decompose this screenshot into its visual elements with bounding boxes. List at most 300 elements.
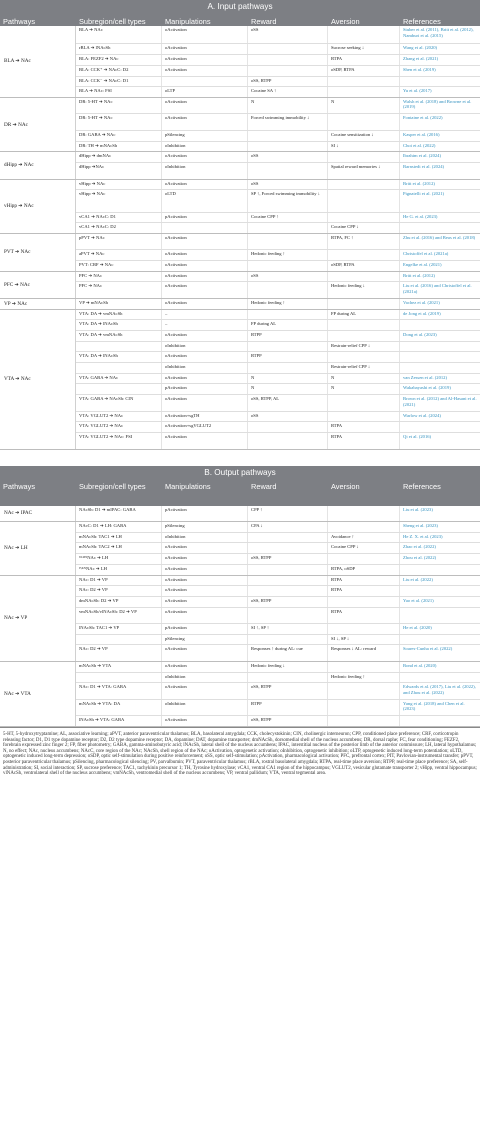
manipulation-cell: oLTD [162, 190, 248, 211]
reference-cell[interactable]: Edwards et al. (2017), Liu et al. (2022), and Zhou et al. (2022) [403, 684, 476, 695]
reward-cell: CPP ↑ [248, 506, 328, 522]
subregion-cell: dmNAcSh: D2 ➔ VP [76, 597, 162, 607]
table-row [76, 624, 480, 635]
table-row [76, 299, 480, 309]
subregion-cell: ᴿᴸᴹᴺNAc ➔ LH [76, 554, 162, 564]
reference-cell [400, 565, 480, 575]
reward-cell: N [248, 98, 328, 114]
subregion-cell: DR: TH ➔ mNAcSh [76, 142, 162, 152]
reference-cell [400, 352, 480, 362]
manipulation-cell: oActivation [162, 608, 248, 624]
reward-cell [248, 363, 328, 373]
reference-cell[interactable]: Zhu et al. (2016) and Beas et al. (2018) [403, 234, 476, 240]
table-row [76, 700, 480, 717]
aversion-cell: Cocaine CPP ↓ [328, 543, 400, 553]
manipulation-cell: oLTP [162, 87, 248, 97]
subregion-cell: lNAcSh: TAC1 ➔ VP [76, 624, 162, 634]
reference-cell[interactable]: Liu et al. (2022) [403, 576, 433, 582]
subregion-cell: BLA ➔ NAc [76, 26, 162, 43]
pathway-group [0, 506, 480, 523]
reward-cell: Forced swimming immobility ↓ [248, 114, 328, 130]
aversion-cell: Spatial reward memories ↓ [328, 163, 400, 179]
header-aversion: Aversion [331, 481, 360, 491]
manipulation-cell: oActivation [162, 597, 248, 607]
manipulation-cell: oActivation [162, 114, 248, 130]
subregion-cell: pPVT ➔ NAc [76, 234, 162, 250]
pathway-label: PFC ➔ NAc [0, 272, 76, 298]
aversion-cell [328, 331, 400, 341]
subregion-cell: NAc: D1 ➔ VP [76, 576, 162, 586]
aversion-cell: N [328, 384, 400, 394]
reference-cell[interactable]: Vachez et al. (2021) [403, 299, 440, 305]
subregion-cell: NAc: D2 ➔ VP [76, 586, 162, 596]
aversion-cell [328, 412, 400, 422]
manipulation-cell: oActivation [162, 683, 248, 699]
table-row [76, 261, 480, 271]
reference-cell[interactable]: Dong et al. (2023) [403, 332, 437, 338]
aversion-cell: Restrain-relief CPP ↓ [328, 342, 400, 352]
reward-cell: Cocaine CPP ↑ [248, 213, 328, 223]
pathway-label: NAc ➔ LH [0, 522, 76, 574]
manipulation-cell: pActivation [162, 213, 248, 223]
aversion-cell [328, 213, 400, 223]
pathway-label: NAc ➔ VTA [0, 662, 76, 726]
reward-cell [248, 131, 328, 141]
reward-cell: oSS, RTPP [248, 77, 328, 87]
aversion-cell: N [328, 98, 400, 114]
aversion-cell: Avoidance ↑ [328, 533, 400, 543]
table-row [76, 586, 480, 597]
reference-cell[interactable]: Soares-Cunha et al. (2022) [403, 646, 453, 652]
header-pathways: Pathways [3, 17, 36, 26]
reward-cell: oSS, RTPP [248, 683, 328, 699]
table-row [76, 142, 480, 152]
subregion-cell: dHipp ➔ dmNAc [76, 152, 162, 162]
pathway-group [0, 180, 480, 234]
manipulation-cell: pActivation [162, 624, 248, 634]
manipulation-cell: oActivation [162, 374, 248, 384]
pathway-group [0, 310, 480, 450]
table-row [76, 77, 480, 88]
subregion-cell: VTA: DA ➔ vmNAcSh [76, 310, 162, 320]
subregion-cell [76, 635, 162, 645]
manipulation-cell: oInhibition [162, 533, 248, 543]
manipulation-cell: oActivation [162, 234, 248, 250]
aversion-cell: RTPA [328, 433, 400, 449]
aversion-cell [328, 716, 400, 726]
subregion-cell: VTA: DA ➔ vmNAcSh [76, 331, 162, 341]
reward-cell: Hedonic feeding ↓ [248, 662, 328, 672]
subregion-cell: rBLA ➔ lNAcSh [76, 44, 162, 54]
manipulation-cell: oActivation [162, 261, 248, 271]
manipulation-cell: oInhibition [162, 342, 248, 352]
aversion-cell [328, 250, 400, 260]
subregion-cell: vmNAcSh/vlNAcSh: D2 ➔ VP [76, 608, 162, 624]
subregion-cell: dHipp ➔NAc [76, 163, 162, 179]
header-aversion: Aversion [331, 17, 360, 26]
manipulation-cell: oActivation [162, 662, 248, 672]
reward-cell [248, 565, 328, 575]
manipulation-cell: oActivation [162, 586, 248, 596]
reward-cell: oSS [248, 412, 328, 422]
reference-cell[interactable]: Kasper et al. (2016) [403, 131, 440, 137]
aversion-cell: RTPA, FC ↑ [328, 234, 400, 250]
reward-cell: Hedonic feeding ↑ [248, 250, 328, 260]
table-row [76, 152, 480, 163]
subregion-cell: mNAcSh: TAC2 ➔ LH [76, 543, 162, 553]
manipulation-cell [162, 223, 248, 233]
pathway-group [0, 152, 480, 179]
table-row [76, 55, 480, 66]
subregion-cell: vHipp ➔ NAc [76, 180, 162, 190]
table-row [76, 131, 480, 142]
reference-cell[interactable]: Brown et al. (2012) and Al-Hasani et al. (2021) [403, 396, 477, 407]
reference-cell[interactable]: Walsh et al. (2018) and Browne et al. (2019) [403, 98, 472, 110]
reference-cell[interactable]: Fontaine et al. (2022) [403, 115, 443, 121]
manipulation-cell: oActivation+sgVGLUT2 [162, 422, 248, 432]
table-a-body [0, 26, 480, 450]
reference-cell[interactable]: He G. et al. (2023) [403, 213, 438, 219]
table-row [76, 44, 480, 55]
manipulation-cell: oActivation [162, 299, 248, 309]
aversion-cell: Responses ↓ AL: reward [328, 645, 400, 661]
table-b-header [0, 480, 480, 506]
subregion-cell: vCA1 ➔ NAcC: D1 [76, 213, 162, 223]
aversion-cell [328, 272, 400, 282]
reward-cell [248, 66, 328, 76]
pathway-group [0, 234, 480, 272]
pathway-label: PVT ➔ NAc [0, 234, 76, 271]
reference-cell[interactable]: He Z. X. et al. (2023) [403, 533, 443, 539]
reference-cell[interactable]: Bond et al. (2020) [403, 663, 437, 668]
pathway-label: VTA ➔ NAc [0, 310, 76, 449]
manipulation-cell: oActivation [162, 250, 248, 260]
reference-cell[interactable]: Shen et al. (2019) [403, 66, 436, 72]
aversion-cell: N [328, 374, 400, 384]
table-row [76, 163, 480, 179]
manipulation-cell: oActivation [162, 395, 248, 411]
header-references: References [403, 481, 441, 491]
manipulation-cell: oInhibition [162, 673, 248, 683]
reference-cell[interactable]: Yao et al. (2021) [403, 597, 434, 603]
reward-cell: N [248, 384, 328, 394]
pathway-group [0, 26, 480, 98]
aversion-cell [328, 114, 400, 130]
aversion-cell [328, 26, 400, 43]
aversion-cell: RTPA [328, 586, 400, 596]
manipulation-cell: oActivation [162, 180, 248, 190]
table-row [76, 645, 480, 661]
pathway-group [0, 299, 480, 310]
reference-cell[interactable]: Stuber et al. (2011), Britt et al. (2012), Namburi et al. (2015) [403, 27, 474, 38]
reference-cell [400, 363, 480, 373]
reference-cell[interactable]: de Jong et al. (2019) [403, 310, 441, 316]
table-row [76, 522, 480, 533]
reference-cell [400, 608, 480, 624]
manipulation-cell: – [162, 320, 248, 330]
manipulation-cell: oActivation [162, 66, 248, 76]
manipulation-cell: oActivation [162, 352, 248, 362]
pathway-group [0, 98, 480, 152]
reward-cell [248, 673, 328, 683]
manipulation-cell: oInhibition [162, 163, 248, 179]
subregion-cell: DR: 5-HT ➔ NAc [76, 114, 162, 130]
aversion-cell [328, 554, 400, 564]
subregion-cell: vCA1 ➔ NAcC: D2 [76, 223, 162, 233]
reward-cell [248, 282, 328, 298]
table-row [76, 250, 480, 261]
subregion-cell: VP ➔ mNAcSh [76, 299, 162, 309]
table-row [76, 543, 480, 554]
aversion-cell: RTPA [328, 608, 400, 624]
subregion-cell [76, 384, 162, 394]
reference-cell[interactable]: Barnstedt et al. (2024) [403, 163, 445, 169]
reward-cell [248, 55, 328, 65]
manipulation-cell: oActivation [162, 55, 248, 65]
subregion-cell: PFC ➔ NAc [76, 282, 162, 298]
aversion-cell: Hedonic feeding ↓ [328, 282, 400, 298]
subregion-cell: VTA: VGLUT2 ➔ NAc: FSI [76, 433, 162, 449]
table-row [76, 190, 480, 212]
manipulation-cell: – [162, 310, 248, 320]
reward-cell [248, 142, 328, 152]
manipulation-cell: oActivation [162, 576, 248, 586]
pathway-label: VP ➔ NAc [0, 299, 76, 309]
subregion-cell: VTA: GABA ➔ NAc [76, 374, 162, 384]
reward-cell: SP ↑, Forced swimming immobility ↓ [248, 190, 328, 211]
reward-cell [248, 342, 328, 352]
manipulation-cell: oActivation [162, 331, 248, 341]
subregion-cell: DR: GABA ➔ NAc [76, 131, 162, 141]
reference-cell[interactable]: Liu et al. (2016) and Christoffel et al. (2021a) [403, 283, 472, 295]
reward-cell: oSS [248, 152, 328, 162]
reference-cell[interactable]: Wang et al. (2020) [403, 45, 438, 51]
table-row [76, 234, 480, 251]
aversion-cell [328, 662, 400, 672]
reference-cell[interactable]: Engelke et al. (2021) [403, 262, 442, 268]
aversion-cell [328, 352, 400, 362]
manipulation-cell: pSilencing [162, 522, 248, 532]
manipulation-cell: oActivation [162, 645, 248, 661]
manipulation-cell: oActivation [162, 433, 248, 449]
reward-cell [248, 608, 328, 624]
reward-cell: Cocaine SA ↑ [248, 87, 328, 97]
table-row [76, 422, 480, 433]
table-b-body [0, 506, 480, 728]
manipulation-cell: oActivation [162, 26, 248, 43]
reference-cell[interactable]: Pignatelli et al. (2021) [403, 191, 445, 197]
reward-cell: RTPP [248, 352, 328, 362]
table-b-title: B. Output pathways [0, 466, 480, 480]
reference-cell[interactable]: Yu et al. (2017) [403, 88, 432, 94]
table-row [76, 363, 480, 374]
table-row [76, 310, 480, 321]
reference-cell[interactable]: Ibrahim et al. (2024) [403, 153, 442, 159]
aversion-cell: RTPA [328, 576, 400, 586]
aversion-cell [328, 77, 400, 87]
manipulation-cell: pActivation [162, 506, 248, 522]
aversion-cell [328, 506, 400, 522]
reference-cell[interactable]: Liu et al. (2023) [403, 506, 433, 512]
header-manipulations: Manipulations [165, 481, 211, 491]
table-row [76, 576, 480, 587]
reward-cell: FP during AL [248, 320, 328, 330]
subregion-cell: BLA: FEZF2 ➔ NAc [76, 55, 162, 65]
table-row [76, 180, 480, 191]
subregion-cell: VTA: DA ➔ lNAcSh [76, 320, 162, 330]
table-a-header [0, 14, 480, 26]
subregion-cell: BLA ➔ NAc: FSI [76, 87, 162, 97]
manipulation-cell: oActivation [162, 543, 248, 553]
header-manipulations: Manipulations [165, 17, 211, 26]
reference-cell[interactable]: van Zessen et al. (2012) [403, 374, 448, 380]
manipulation-cell: oActivation [162, 565, 248, 575]
manipulation-cell: oInhibition [162, 700, 248, 716]
pathway-label: vHipp ➔ NAc [0, 180, 76, 233]
table-row [76, 26, 480, 44]
reference-cell [400, 586, 480, 596]
subregion-cell: NAc: D2 ➔ VP [76, 645, 162, 661]
aversion-cell: RTPA [328, 55, 400, 65]
aversion-cell: oSDP, RTPA [328, 66, 400, 76]
aversion-cell: SI ↓, SP ↓ [328, 635, 400, 645]
table-row [76, 433, 480, 449]
reward-cell [248, 261, 328, 271]
reward-cell: oSS, RTPP [248, 716, 328, 726]
table-row [76, 412, 480, 423]
reference-cell[interactable]: Zhou et al. (2022) [403, 555, 437, 561]
subregion-cell: ᴾᵞᴷᴺNAc ➔ LH [76, 565, 162, 575]
manipulation-cell [162, 77, 248, 87]
aversion-cell [328, 87, 400, 97]
aversion-cell [328, 320, 400, 330]
subregion-cell: BLA: CCK⁻ ➔ NAcC: D1 [76, 77, 162, 87]
reward-cell [248, 163, 328, 179]
manipulation-cell: pSilencing [162, 131, 248, 141]
reference-cell[interactable]: Yang et al. (2018) and Chen et al. (2023) [403, 700, 465, 712]
aversion-cell: SI ↓ [328, 142, 400, 152]
aversion-cell: RTPA, oSDP [328, 565, 400, 575]
reward-cell: Hedonic feeding ↑ [248, 299, 328, 309]
reward-cell [248, 310, 328, 320]
manipulation-cell: pSilencing [162, 635, 248, 645]
reference-cell[interactable]: Zhang et al. (2021) [403, 56, 439, 62]
subregion-cell: VTA: DA ➔ lNAcSh [76, 352, 162, 362]
subregion-cell: mNAcSh ➔ VTA: DA [76, 700, 162, 716]
aversion-cell [328, 683, 400, 699]
table-row [76, 635, 480, 646]
table-row [76, 395, 480, 412]
table-a-title: A. Input pathways [0, 0, 480, 14]
reference-cell[interactable]: Sheng et al. (2023) [403, 523, 438, 529]
reward-cell: CPA ↓ [248, 522, 328, 532]
reward-cell: Responses ↑ during AL: cue [248, 645, 328, 661]
reference-cell[interactable]: Qi et al. (2016) [403, 434, 432, 440]
table-row [76, 384, 480, 395]
subregion-cell: VTA: VGLUT2 ➔ NAc [76, 412, 162, 422]
reward-cell [248, 422, 328, 432]
reward-cell: RTPP [248, 331, 328, 341]
aversion-cell [328, 299, 400, 309]
table-row [76, 374, 480, 385]
table-row [76, 87, 480, 97]
table-row [76, 342, 480, 353]
aversion-cell: RTPA [328, 422, 400, 432]
aversion-cell [328, 180, 400, 190]
reference-cell[interactable]: Wakabayashi et al. (2019) [403, 385, 451, 391]
reward-cell [248, 223, 328, 233]
manipulation-cell: oActivation [162, 272, 248, 282]
reference-cell[interactable]: Britt et al. (2012) [403, 272, 435, 278]
reward-cell [248, 44, 328, 54]
table-row [76, 213, 480, 224]
pathway-group [0, 662, 480, 727]
header-subregion: Subregion/cell types [79, 481, 146, 491]
aversion-cell: Sucrose seeking ↓ [328, 44, 400, 54]
subregion-cell: NAcSh: D1 ➔ mIPAC: GABA [76, 506, 162, 522]
table-row [76, 352, 480, 363]
header-subregion: Subregion/cell types [79, 17, 146, 26]
table-row [76, 716, 480, 726]
reward-cell: RTPP [248, 700, 328, 716]
reference-cell[interactable]: Choi et al. (2022) [403, 142, 436, 148]
table-row [76, 506, 480, 522]
reward-cell: N [248, 374, 328, 384]
aversion-cell [328, 395, 400, 411]
aversion-cell [328, 597, 400, 607]
table-row [76, 597, 480, 608]
reward-cell [248, 586, 328, 596]
manipulation-cell: oActivation [162, 152, 248, 162]
table-row [76, 331, 480, 342]
reference-cell[interactable]: Zhao et al. (2022) [403, 544, 436, 550]
subregion-cell: PVT: CRF ➔ NAc [76, 261, 162, 271]
subregion-cell: NAcC: D1 ➔ LH: GABA [76, 522, 162, 532]
table-row [76, 554, 480, 565]
reward-cell: oSS [248, 26, 328, 43]
table-row [76, 608, 480, 625]
reference-cell [400, 673, 480, 683]
manipulation-cell: oActivation+sgTH [162, 412, 248, 422]
manipulation-cell: oActivation [162, 282, 248, 298]
table-row [76, 272, 480, 283]
manipulation-cell: oInhibition [162, 363, 248, 373]
aversion-cell: oSDP, RTPA [328, 261, 400, 271]
reference-cell [400, 716, 480, 726]
pathway-label: dHipp ➔ NAc [0, 152, 76, 178]
subregion-cell [76, 363, 162, 373]
reference-cell [400, 223, 480, 233]
reference-cell[interactable]: Christoffel et al. (2021a) [403, 251, 449, 257]
manipulation-cell: oInhibition [162, 142, 248, 152]
header-references: References [403, 17, 441, 26]
reward-cell [248, 543, 328, 553]
reward-cell [248, 234, 328, 250]
manipulation-cell: pActivation [162, 384, 248, 394]
reward-cell [248, 576, 328, 586]
reference-cell[interactable]: Warlow et al. (2024) [403, 412, 441, 418]
table-footnote: 5-HT, 5-hydroxytryptamine; AL, associative learning; aPVT, anterior paraventricular thalamus; BLA, basolateral amygdala; CCK, cholecystokinin; CIN, cholinergic interneuron; CPP, conditioned place preference; CRF, corticotropin releasing factor; D1, D1 type dopamine receptor; D2, D2 type dopamine receptor; DA, dopamine; DAT, dopamine transporter; dmNAcSh, dorsomedial shell of the nucleus accumbens; DR, dorsal raphe; FC, fear conditioning; FEZF2, forebrain expressed zinc finger 2; FP, fiber photometry; GABA, gamma-aminobutyric acid; lNAcSh, lateral shell of the nucleus accumbens; IPAC, interstitial nucleus of the posterior limb of the anterior commissure; LH, lateral hypothalamus; N, no effect; NAc, nucleus accumbens; NAcC, core region of the NAc; NAcSh, shell region of the NAc; oActivation, optogenetic activation; oInhibition, optogenetic inhibition; oLTP, optogenetic induced long-term potentiation; oLTD, optogenetic induced long-term depression; oSDP, optic self-stimulation during positive reinforcement; oSS, optic self-stimulation; pActivation, pharmacological activation; PFC, prefrontal cortex; PIT, Pavlovian-instrumental transfer; pPVT, posterior paraventricular thalamus; pSilencing, pharmacological silencing; PV, parvalbumin; PVT, paraventricular thalamus; rBLA, rostral basolateral amygdala; RTPA, real-time place aversion; RTPP, real-time place preference; SA, self-administration; SI, social interaction; SP, sucrose preference; TAC1, tachykinin precursor 1; TH, Tyrosine hydroxylase; vCA1, ventral CA1 region of the hippocampus; VGLUT2, vesicular glutamate transporter 2; vHipp, ventral hippocampus; vlNAcSh, ventrolateral shell of the nucleus accumbens; vmNAcSh, ventromedial shell of the nucleus accumbens; VP, ventral pallidum; VTA, ventral tegmental area. [0, 727, 480, 777]
pathway-group [0, 576, 480, 662]
reward-cell: oSS [248, 272, 328, 282]
reward-cell: oSS, RTPP [248, 554, 328, 564]
reference-cell[interactable]: He et al. (2020) [403, 625, 432, 631]
reference-cell[interactable]: Britt et al. (2012) [403, 180, 435, 186]
subregion-cell: NAc: D1 ➔ VTA: GABA [76, 683, 162, 699]
manipulation-cell: oActivation [162, 554, 248, 564]
reward-cell: oSS, RTPP [248, 597, 328, 607]
reward-cell [248, 635, 328, 645]
